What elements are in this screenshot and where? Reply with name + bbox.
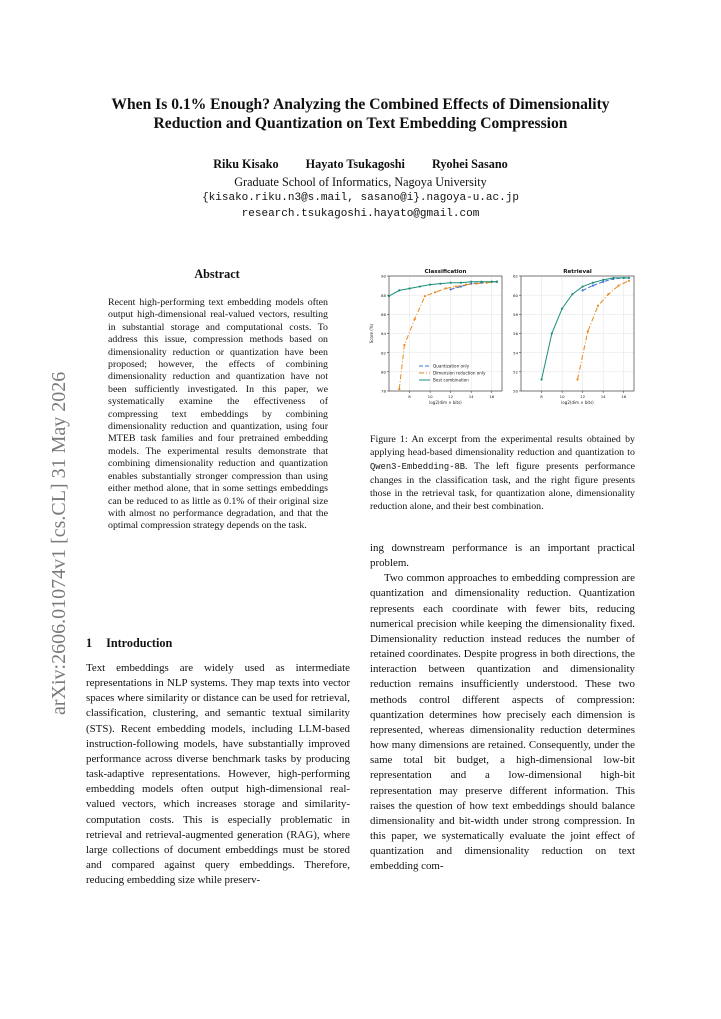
- data-point: [480, 281, 482, 283]
- data-point: [607, 293, 609, 295]
- y-tick-label: 86: [381, 311, 386, 317]
- data-point: [434, 291, 436, 293]
- section-heading-introduction: [86, 636, 172, 651]
- x-tick-label: 14: [468, 394, 474, 399]
- y-tick-label: 58: [513, 311, 518, 317]
- data-point: [450, 288, 452, 290]
- model-name-code: Qwen3-Embedding-8B: [370, 461, 466, 472]
- title-line-1: When Is 0.1% Enough? Analyzing the Combined Effects of Dimensionality: [111, 96, 610, 113]
- section-number: 1: [86, 636, 93, 650]
- y-tick-label: 88: [381, 292, 386, 298]
- data-point: [450, 282, 452, 284]
- x-tick-label: 10: [559, 394, 565, 399]
- data-point: [628, 277, 630, 279]
- data-point: [623, 277, 625, 279]
- abstract-heading: Abstract: [194, 267, 240, 281]
- data-point: [491, 281, 493, 283]
- series-line: [389, 282, 497, 296]
- data-point: [592, 282, 594, 284]
- chart-title: Classification: [424, 269, 467, 275]
- data-point: [398, 289, 400, 291]
- series-line: [542, 278, 629, 380]
- data-point: [587, 330, 589, 332]
- y-tick-label: 90: [381, 273, 386, 279]
- section-title: Introduction: [106, 636, 173, 650]
- data-point: [602, 281, 604, 283]
- legend-label: Best combination: [433, 377, 469, 383]
- x-tick-label: 12: [580, 394, 586, 399]
- y-tick-label: 60: [513, 292, 518, 298]
- y-tick-label: 62: [513, 273, 518, 279]
- legend-label: Dimension reduction only: [433, 370, 486, 376]
- abstract-text: Recent high-performing text embedding models often output high-dimensional real-valued vectors, resulting in substantial storage and computational costs. To address this issue, compression methods based on dimensionality reduction or quantization have been proposed; however, the effects of combining dimensionality reduction and quantization have not been sufficiently investigated. In this paper, we systematically examine the effectiveness of compressing text embeddings by combining dimensionality reduction and quantization, using four MTEB task families and four pretrained embedding models. The experimental results demonstrate that combining dimensionality reduction and quantization enables substantially stronger compression than using either method alone, that in some settings embeddings can be reduced to as little as 0.1% of their original size with almost no performance degradation, and that the optimal compression strategy depends on the task.: [108, 297, 328, 532]
- data-point: [592, 284, 594, 286]
- y-tick-label: 52: [513, 369, 518, 375]
- y-tick-label: 82: [381, 350, 386, 356]
- x-tick-label: 12: [448, 394, 454, 399]
- author-emails: {kisako.riku.n3@s.mail, sasano@i}.nagoya-u.ac.jp: [202, 192, 519, 204]
- intro-text-right: [370, 541, 635, 874]
- x-tick-label: 8: [540, 394, 543, 399]
- y-tick-label: 84: [381, 331, 386, 337]
- y-tick-label: 56: [513, 331, 518, 337]
- intro-text-left: Text embeddings are widely used as intermediate representations in NLP systems. They map texts into vector spaces where similarity or distance can be used for retrieval, classification, clustering, and semantic textual similarity (STS). Recent embedding models, including LLM-based instruction-following models, have substantially improved performance across diverse benchmark tasks by producing task-adaptive representations. However, high-performing embedding models often output high-dimensional real-valued vectors, which increases storage and similarity-computation costs. This is especially problematic in retrieval and retrieval-augmented generation (RAG), where large collections of document embeddings must be stored and compared against query embeddings. Therefore, reducing embedding size while preserv-: [86, 662, 350, 887]
- data-point: [551, 332, 553, 334]
- data-point: [414, 318, 416, 320]
- data-point: [561, 307, 563, 309]
- x-tick-label: 14: [600, 394, 606, 399]
- author-name: Riku Kisako: [213, 157, 279, 171]
- arxiv-stamp-text: arXiv:2606.01074v1 [cs.CL] 31 May 2026: [48, 371, 70, 715]
- legend-label: Quantization only: [433, 363, 470, 369]
- caption-text: Figure 1: An excerpt from the experimental results obtained by applying head-based dimensionality reduction and quantization to: [370, 434, 635, 459]
- author-list: [60, 157, 661, 172]
- chart-title: Retrieval: [563, 269, 592, 275]
- x-axis-label: log2(dim × bits): [561, 400, 594, 405]
- data-point: [460, 282, 462, 284]
- intro-paragraph-continued: ing downstream performance is an important practical problem.: [370, 542, 635, 570]
- data-point: [408, 287, 410, 289]
- data-point: [602, 279, 604, 281]
- data-point: [424, 295, 426, 297]
- data-point: [439, 283, 441, 285]
- y-tick-label: 50: [513, 388, 518, 394]
- author-name: Hayato Tsukagoshi: [305, 157, 405, 171]
- data-point: [429, 284, 431, 286]
- y-tick-label: 80: [381, 369, 386, 375]
- data-point: [465, 284, 467, 286]
- data-point: [475, 283, 477, 285]
- arxiv-stamp: [10, 295, 70, 715]
- y-tick-label: 54: [513, 350, 518, 356]
- paper-title: [60, 95, 661, 133]
- data-point: [398, 388, 400, 390]
- x-tick-label: 8: [408, 394, 411, 399]
- figure-caption: [370, 433, 635, 514]
- data-point: [628, 280, 630, 282]
- data-point: [470, 281, 472, 283]
- figure-1: [362, 262, 644, 422]
- data-point: [576, 378, 578, 380]
- x-axis-label: log2(dim × bits): [429, 400, 462, 405]
- caption-text-end: . The left figure presents performance changes in the classification task, and the right figure presents those in the retrieval task, for quantization alone, dimensionality reduction alone, and their best combination.: [370, 460, 635, 513]
- data-point: [582, 285, 584, 287]
- data-point: [582, 289, 584, 291]
- data-point: [496, 281, 498, 283]
- data-point: [455, 285, 457, 287]
- chart-panel-2: [513, 269, 634, 405]
- data-point: [540, 378, 542, 380]
- data-point: [444, 287, 446, 289]
- data-point: [419, 285, 421, 287]
- chart-panel-1: [369, 269, 502, 405]
- affiliation: Graduate School of Informatics, Nagoya University: [234, 175, 487, 189]
- y-tick-label: 78: [381, 388, 386, 394]
- figure-1-charts: [362, 262, 644, 422]
- data-point: [597, 305, 599, 307]
- author-name: Ryohei Sasano: [431, 157, 508, 171]
- data-point: [571, 293, 573, 295]
- intro-paragraph: Two common approaches to embedding compression are quantization and dimensionality reduction. Quantization represents each coordinate with fewer bits, reducing numerical precision while keeping the dimensionality fixed. Dimensionality reduction instead reduces the number of retained coordinates. Despite progress in both directions, the interaction between quantization and dimensionality reduction remains insufficiently understood. These two methods control different aspects of compression: quantization determines how precisely each dimension is represented, whereas dimensionality reduction determines how many dimensions are retained. Consequently, under the same total bit budget, a high-dimensional low-bit representation and a low-dimensional high-bit representation may preserve different information. This raises the question of how text embeddings should balance dimensionality and bit-width under strong compression. In this paper, we systematically evaluate the joint effect of quantization and dimensionality reduction on text embedding com-: [370, 572, 635, 873]
- title-line-2: Reduction and Quantization on Text Embedding Compression: [153, 115, 568, 132]
- x-tick-label: 16: [489, 394, 495, 399]
- data-point: [388, 295, 390, 297]
- data-point: [617, 284, 619, 286]
- data-point: [612, 277, 614, 279]
- data-point: [403, 344, 405, 346]
- author-email-secondary: research.tsukagoshi.hayato@gmail.com: [241, 208, 480, 220]
- y-axis-label: Score (%): [369, 323, 374, 344]
- x-tick-label: 16: [621, 394, 627, 399]
- x-tick-label: 10: [427, 394, 433, 399]
